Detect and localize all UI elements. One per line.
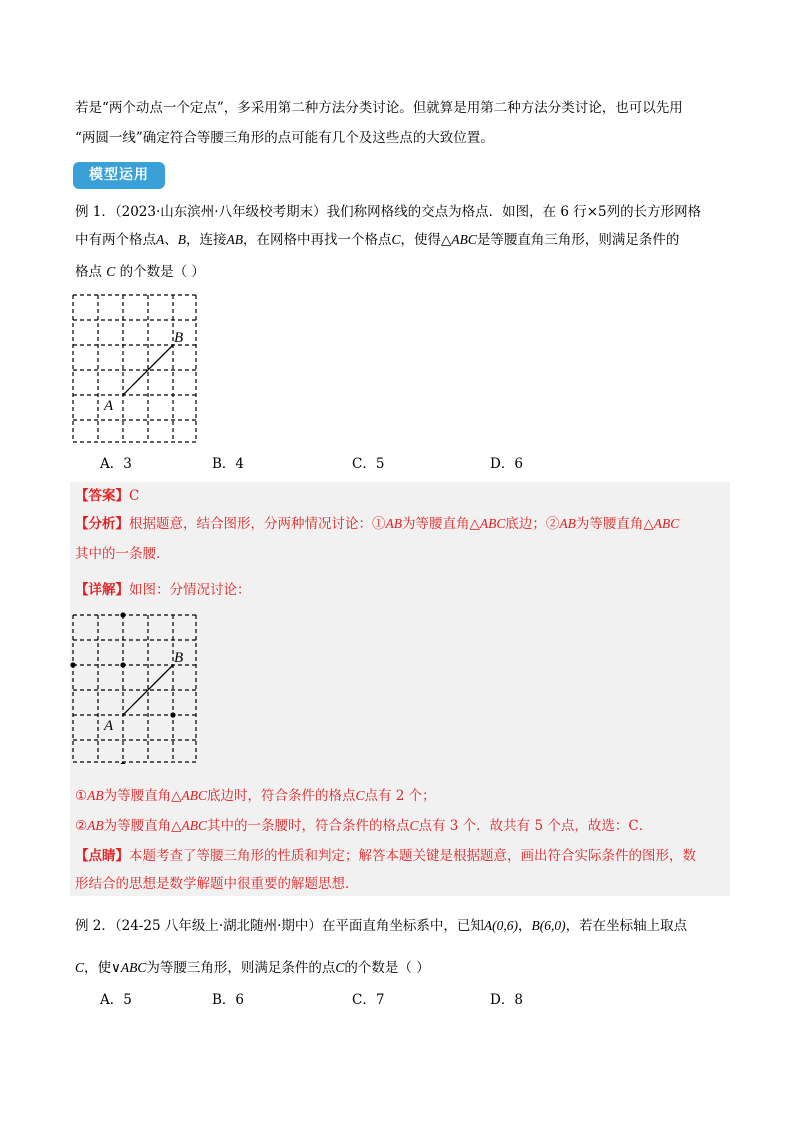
ex1-var-c: C xyxy=(391,232,401,247)
ex1-option-a[interactable]: A．3 xyxy=(100,456,132,472)
ex1-var-ab: AB xyxy=(226,232,243,247)
case2-a: ② xyxy=(75,818,88,834)
case1-a: ① xyxy=(75,788,88,804)
ex2-point-a: A(0,6) xyxy=(483,918,519,933)
detail-line xyxy=(75,580,251,600)
case1-ab: AB xyxy=(87,788,104,803)
comment-line-1 xyxy=(75,846,696,866)
ex2-point-b: B(6,0) xyxy=(531,918,566,933)
point-c-1 xyxy=(120,612,125,617)
grid1-label-a: A xyxy=(104,398,114,414)
case1-b: 为等腰直角 xyxy=(103,788,172,804)
section-badge: 模型运用 xyxy=(73,162,165,189)
ex2-comma: ， xyxy=(518,918,532,934)
analysis-line-2: 其中的一条腰． xyxy=(75,546,170,562)
point-c-5 xyxy=(120,762,125,764)
ex1-t2d: ，使得 xyxy=(400,232,442,248)
ex1-line-3 xyxy=(75,262,205,282)
ex1-option-c[interactable]: C．5 xyxy=(352,456,385,472)
analysis-b: 为等腰直角 xyxy=(402,516,470,532)
analysis-ab-1: AB xyxy=(385,516,402,531)
ex1-text-b: 列的长方形网格 xyxy=(606,204,702,220)
case2-d: 点有 3 个．故共有 5 个点，故选：C． xyxy=(418,818,653,834)
analysis-ab-2: AB xyxy=(559,516,576,531)
case2-c: 其中的一条腰时，符合条件的格点 xyxy=(207,818,410,834)
ex2-option-b[interactable]: B．6 xyxy=(212,992,245,1008)
answer-value: C xyxy=(129,488,140,504)
ex1-triangle: △ABC xyxy=(441,232,477,247)
ex1-t2b: ，连接 xyxy=(186,232,227,248)
analysis-tri-1: △ABC xyxy=(469,516,506,531)
case-2-line xyxy=(75,816,652,836)
ex1-t3b: 的个数是（ ） xyxy=(119,264,205,280)
ex2-option-d[interactable]: D．8 xyxy=(490,992,523,1008)
ex2-option-c[interactable]: C．7 xyxy=(352,992,385,1008)
ex1-sep: 、 xyxy=(164,232,178,248)
answer-line xyxy=(75,486,139,506)
answer-tag: 【答案】 xyxy=(75,488,129,504)
grid-figure-2 xyxy=(70,612,202,764)
case1-tri: △ABC xyxy=(171,788,207,803)
analysis-c: 底边；② xyxy=(505,516,560,532)
ex1-option-d[interactable]: D．6 xyxy=(490,456,523,472)
ex2-t2a: ，使 xyxy=(84,960,112,976)
grid2-label-a: A xyxy=(104,718,114,734)
ex2-t2b: 为等腰三角形，则满足条件的点 xyxy=(146,960,336,976)
analysis-a: 根据题意，结合图形，分两种情况讨论：① xyxy=(129,516,386,532)
analysis-line-1 xyxy=(75,514,679,534)
grid2-label-b: B xyxy=(174,650,184,666)
case2-var-c: C xyxy=(409,818,419,833)
intro-line-2: “两圆一线”确定符合等腰三角形的点可能有几个及这些点的大致位置。 xyxy=(75,130,494,146)
case2-ab: AB xyxy=(87,818,104,833)
point-c-4 xyxy=(170,712,175,717)
analysis-d: 为等腰直角 xyxy=(575,516,644,532)
comment-line-2: 形结合的思想是数学解题中很重要的解题思想． xyxy=(75,876,359,892)
ex1-line-1 xyxy=(75,202,701,222)
ex1-option-b[interactable]: B．4 xyxy=(212,456,245,472)
case1-var-c: C xyxy=(355,788,365,803)
ex1-t2a: 中有两个格点 xyxy=(75,232,156,248)
ex2-var-c: C xyxy=(75,960,85,975)
ex2-t2c: 的个数是（ ） xyxy=(344,960,430,976)
comment-text-1: 本题考查了等腰三角形的性质和判定；解答本题关键是根据题意，画出符合实际条件的图形，数 xyxy=(129,848,696,864)
ex1-t2c: ，在网格中再找一个格点 xyxy=(243,232,392,248)
ex2-line-1 xyxy=(75,916,687,936)
ex2-text-b: ，若在坐标轴上取点 xyxy=(565,918,688,934)
ex1-var-c2: C xyxy=(106,264,116,279)
analysis-tag: 【分析】 xyxy=(75,516,129,532)
case1-d: 点有 2 个； xyxy=(364,788,436,804)
ex1-text-a: 例 1．（2023·山东滨州·八年级校考期末）我们称网格线的交点为格点．如图，在 6 行 xyxy=(75,204,587,220)
case2-b: 为等腰直角 xyxy=(103,818,172,834)
ex1-var-a: A xyxy=(156,232,165,247)
case2-tri: △ABC xyxy=(171,818,207,833)
point-c-2 xyxy=(70,662,75,667)
ex1-var-b: B xyxy=(177,232,186,247)
ex1-line-2 xyxy=(75,230,679,250)
comment-tag: 【点睛】 xyxy=(75,848,129,864)
ex1-times: ×5 xyxy=(586,204,607,220)
grid-figure-1 xyxy=(70,292,202,444)
grid1-label-b: B xyxy=(174,330,184,346)
detail-tag: 【详解】 xyxy=(75,582,129,598)
analysis-tri-2: △ABC xyxy=(643,516,680,531)
ex2-line-2 xyxy=(75,958,430,978)
point-c-3 xyxy=(120,662,125,667)
ex2-text-a: 例 2．（24-25 八年级上·湖北随州·期中）在平面直角坐标系中，已知 xyxy=(75,918,484,934)
ex2-triangle: ∨ABC xyxy=(111,960,147,975)
case1-c: 底边时，符合条件的格点 xyxy=(207,788,356,804)
intro-line-1: 若是“两个动点一个定点”，多采用第二种方法分类讨论。但就算是用第二种方法分类讨论，也可以先用 xyxy=(75,100,683,116)
case-1-line xyxy=(75,786,436,806)
ex2-option-a[interactable]: A．5 xyxy=(100,992,132,1008)
ex1-t2e: 是等腰直角三角形，则满足条件的 xyxy=(476,232,680,248)
ex1-t3a: 格点 xyxy=(75,264,102,280)
detail-text: 如图：分情况讨论： xyxy=(129,582,251,598)
ex2-var-c2: C xyxy=(335,960,345,975)
